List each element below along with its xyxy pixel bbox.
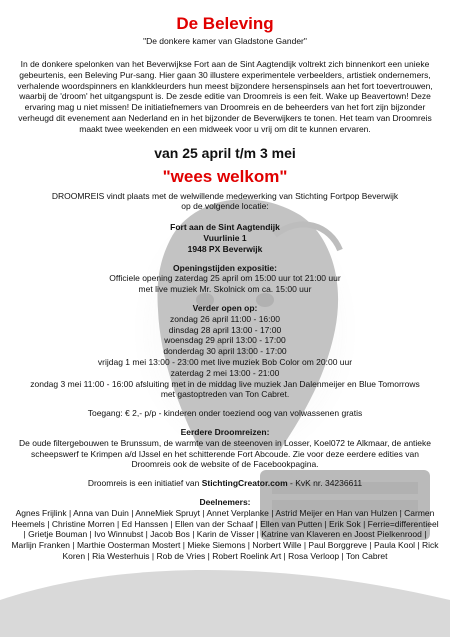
initiative-suffix: - KvK nr. 34236611 xyxy=(287,478,363,489)
schedule-item: zaterdag 2 mei 13:00 - 21:00 xyxy=(170,367,280,378)
opening-heading: Openingstijden expositie: xyxy=(173,262,277,273)
location-name: Fort aan de Sint Aagtendijk xyxy=(170,222,280,233)
schedule-item: woensdag 29 april 13:00 - 17:00 xyxy=(164,335,286,346)
schedule-item: donderdag 30 april 13:00 - 17:00 xyxy=(163,346,287,357)
opening-line: Officiele opening zaterdag 25 april om 15:00 uur tot 21:00 uur xyxy=(109,273,341,284)
location-intro: op de volgende locatie: xyxy=(181,201,269,212)
admission-info: Toegang: € 2,- p/p - kinderen onder toeziend oog van volwassenen gratis xyxy=(87,408,363,419)
event-dates: van 25 april t/m 3 mei xyxy=(154,144,296,161)
cooperation-line: DROOMREIS vindt plaats met de welwillende medewerking van Stichting Fortpop Beverwijk xyxy=(51,190,399,201)
page-title: De Beleving xyxy=(176,14,274,33)
schedule-list xyxy=(0,314,450,400)
previous-text: De oude filtergebouwen te Brunssum, de warmte van de steenoven in Losser, Koel072 te Alkmaar, de antieke scheepswerf te Krimpen a/d IJssel en het schitterende Fort Abcoude. Zie voor deze eerdere edities van Droomreis ook de website of de Facebookpagina. xyxy=(18,437,432,470)
schedule-item: met gastoptreden van Ton Cabret. xyxy=(160,389,290,400)
intro-paragraph: In de donkere spelonken van het Beverwijkse Fort aan de Sint Aagtendijk voltrekt zich binnenkort een unieke gebeurtenis, een Beleving Pur-sang. Hier gaan 30 illustere experimentele verbeelders, artistiek ondernemers, verhalende woordspinners en klankkleurders hun meest bijzondere hersenspinsels aan het fort toevertrouwen, waarbij de 'droom' het uitgangspunt is. De zesde editie van Droomreis is een feit. Wake up Beavertown! Deze ervaring mag u niet missen! De initiatiefnemers van Droomreis en de beheerders van het fort zijn bijzonder verheugd dit evenement aan Nederland en in het bijzonder de Beverwijkers te tonen. Het team van Droomreis maakt twee weekenden en een midweek voor u vrij om dit te kunnen ervaren. xyxy=(17,59,433,134)
schedule-item: zondag 3 mei 11:00 - 16:00 afsluiting met in de middag live muziek Jan Dalenmeijer en Blue Tomorrows xyxy=(30,378,420,389)
location-street: Vuurlinie 1 xyxy=(203,232,247,243)
initiative-prefix: Droomreis is een initiatief van xyxy=(87,478,202,489)
participants-list: Agnes Frijlink | Anna van Duin | AnneMiek Spruyt | Annet Verplanke | Astrid Meijer en Han van Hulzen | Carmen Heemels | Christine Morren | Ed Hanssen | Ellen van der Schaaf | Ellen van Putten | Erik Sok | Ferrie=differentieel | Grietje Bouman | Ivo Winnubst | Jacob Bos | Karin de Visser | Katrine van Klaveren en Joost Pielkenrood | Marlijn Franken | Marthie Oosterman Mostert | Mieke Siemons | Norbert Wille | Paul Borggreve | Paula Kool | Rick Koren | Ria Westerhuis | Rob de Vries | Robert Roelink Art | Rosa Verloop | Ton Cabret xyxy=(11,507,439,561)
schedule-item: vrijdag 1 mei 13:00 - 23:00 met live muziek Bob Color om 20:00 uur xyxy=(97,356,353,367)
previous-heading: Eerdere Droomreizen: xyxy=(180,426,270,437)
schedule-item: dinsdag 28 april 13:00 - 17:00 xyxy=(168,324,282,335)
opening-music-line: met live muziek Mr. Skolnick om ca. 15:00 uur xyxy=(138,284,312,295)
location-city: 1948 PX Beverwijk xyxy=(187,243,263,254)
initiative-link[interactable]: StichtingCreator.com xyxy=(201,478,288,489)
participants-heading: Deelnemers: xyxy=(199,496,251,507)
initiative-line xyxy=(0,478,450,489)
welcome-heading: "wees welkom" xyxy=(162,166,288,186)
schedule-heading: Verder open op: xyxy=(192,302,258,313)
subtitle: "De donkere kamer van Gladstone Gander" xyxy=(143,36,307,46)
schedule-item: zondag 26 april 11:00 - 16:00 xyxy=(170,313,280,324)
